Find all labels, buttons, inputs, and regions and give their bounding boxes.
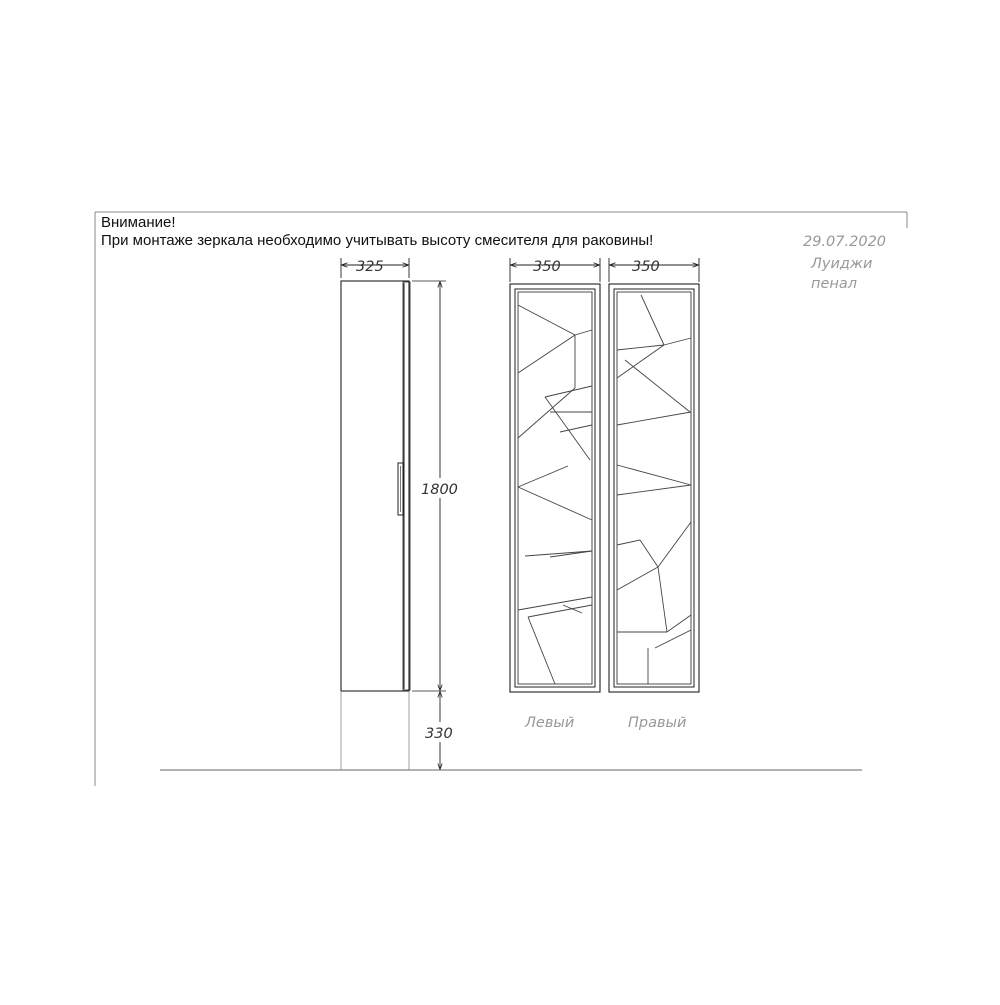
height-label: 1800 [421,482,458,498]
dimension-depth [341,258,409,278]
variant-left-label: Левый [525,715,575,731]
dimension-right-width [609,258,699,282]
dimension-height [412,281,465,691]
stamp-name: Луиджи [811,256,873,272]
clearance-label: 330 [425,726,453,742]
left-width-label: 350 [533,259,561,275]
warning-title: Внимание! [101,214,176,231]
warning-text: При монтаже зеркала необходимо учитывать высоту смесителя для раковины! [101,232,654,249]
sheet-frame [95,212,907,786]
stamp-date: 29.07.2020 [803,234,887,250]
variant-right-label: Правый [628,715,687,731]
stamp-type: пенал [811,276,858,292]
front-view-right [609,284,699,692]
dimension-floor-clearance [425,692,461,769]
side-view-cabinet [341,281,410,691]
dimension-left-width [510,258,600,282]
front-view-left [510,284,600,692]
right-width-label: 350 [632,259,660,275]
depth-label: 325 [356,259,384,275]
